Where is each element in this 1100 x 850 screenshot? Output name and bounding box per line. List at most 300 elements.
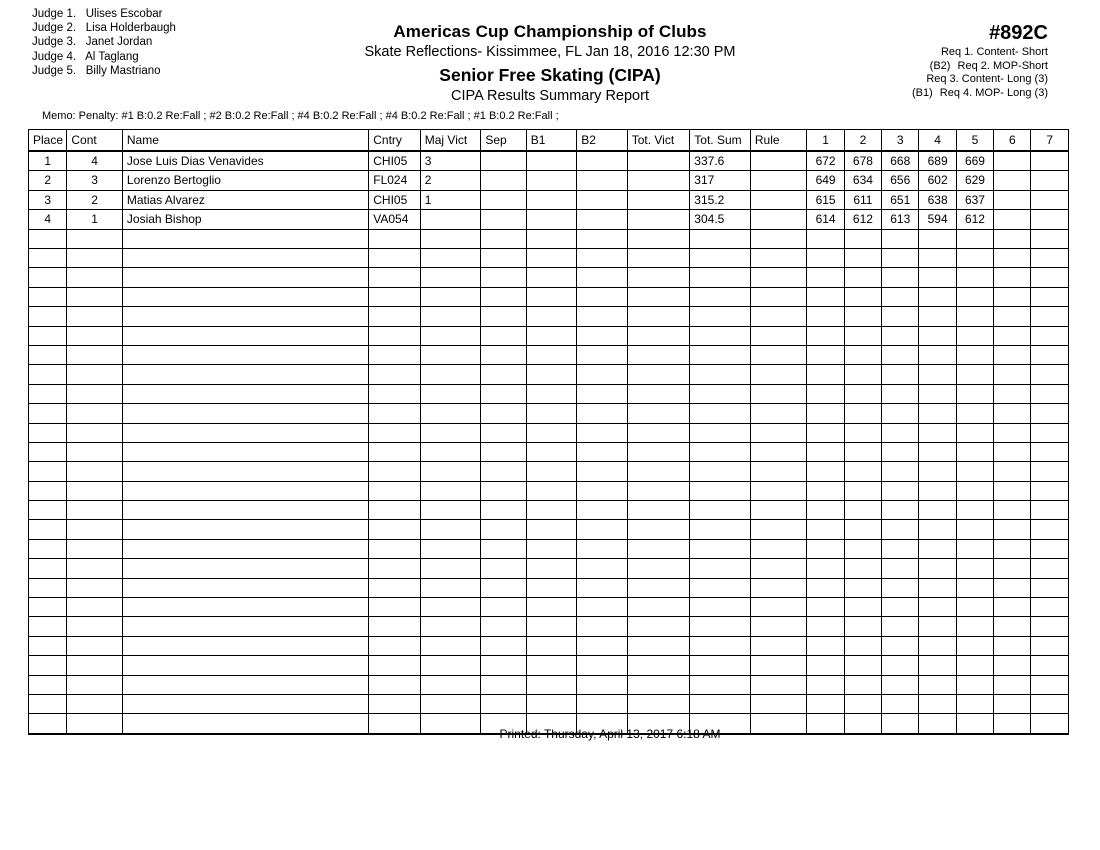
cell-judge-2 xyxy=(844,481,881,500)
cell-judge-6 xyxy=(994,190,1031,209)
table-row-empty xyxy=(29,229,1069,248)
cell-judge-7 xyxy=(1031,481,1069,500)
cell-tot-sum: 304.5 xyxy=(690,210,751,229)
cell-place xyxy=(29,442,67,461)
cell-name xyxy=(122,307,368,326)
cell-judge-2 xyxy=(844,384,881,403)
cell-b1 xyxy=(526,501,576,520)
cell-judge-1 xyxy=(807,617,844,636)
cell-judge-2 xyxy=(844,365,881,384)
cell-b2 xyxy=(577,559,627,578)
cell-b2 xyxy=(577,268,627,287)
cell-judge-2: 678 xyxy=(844,151,881,171)
table-row-empty xyxy=(29,462,1069,481)
cell-tot-sum xyxy=(690,598,751,617)
cell-place xyxy=(29,617,67,636)
cell-rule xyxy=(750,598,807,617)
cell-judge-3 xyxy=(882,384,919,403)
cell-maj-vict xyxy=(420,656,481,675)
cell-rule xyxy=(750,695,807,714)
cell-rule xyxy=(750,578,807,597)
cell-place xyxy=(29,268,67,287)
cell-judge-4 xyxy=(919,404,956,423)
cell-maj-vict: 3 xyxy=(420,151,481,171)
cell-judge-2 xyxy=(844,442,881,461)
cell-judge-7 xyxy=(1031,423,1069,442)
cell-judge-3 xyxy=(882,249,919,268)
cell-cntry xyxy=(369,404,420,423)
requirement-label: Req 4. MOP- Long (3) xyxy=(939,86,1048,99)
cell-place xyxy=(29,404,67,423)
cell-b2 xyxy=(577,229,627,248)
cell-maj-vict xyxy=(420,539,481,558)
table-row-empty xyxy=(29,287,1069,306)
cell-judge-6 xyxy=(994,365,1031,384)
table-header-row xyxy=(29,130,1069,152)
cell-judge-2 xyxy=(844,249,881,268)
cell-sep xyxy=(481,636,526,655)
cell-maj-vict xyxy=(420,636,481,655)
requirement-label: Req 1. Content- Short xyxy=(940,46,1048,58)
cell-judge-1 xyxy=(807,442,844,461)
cell-judge-5 xyxy=(956,365,993,384)
cell-judge-6 xyxy=(994,520,1031,539)
cell-judge-6 xyxy=(994,559,1031,578)
competition-title: Americas Cup Championship of Clubs xyxy=(393,22,707,41)
cell-maj-vict xyxy=(420,210,481,229)
cell-judge-4: 689 xyxy=(919,151,956,171)
cell-judge-2 xyxy=(844,307,881,326)
judge-label: Judge xyxy=(32,8,64,20)
cell-maj-vict xyxy=(420,365,481,384)
cell-name xyxy=(122,268,368,287)
cell-place: 1 xyxy=(29,151,67,171)
table-row-empty xyxy=(29,326,1069,345)
table-row xyxy=(29,190,1069,209)
cell-judge-3 xyxy=(882,287,919,306)
cell-b2 xyxy=(577,404,627,423)
cell-cntry: CHI05 xyxy=(369,151,420,171)
cell-maj-vict xyxy=(420,345,481,364)
cell-judge-2 xyxy=(844,559,881,578)
cell-b1 xyxy=(526,345,576,364)
cell-judge-5: 669 xyxy=(956,151,993,171)
cell-judge-5 xyxy=(956,404,993,423)
column-header-b1: B1 xyxy=(526,130,576,152)
cell-judge-2 xyxy=(844,423,881,442)
cell-cont xyxy=(67,365,123,384)
cell-judge-4 xyxy=(919,520,956,539)
cell-judge-7 xyxy=(1031,695,1069,714)
cell-b1 xyxy=(526,695,576,714)
cell-cntry xyxy=(369,249,420,268)
cell-judge-6 xyxy=(994,617,1031,636)
cell-tot-sum xyxy=(690,404,751,423)
cell-b2 xyxy=(577,695,627,714)
cell-maj-vict xyxy=(420,578,481,597)
cell-place xyxy=(29,249,67,268)
cell-cntry xyxy=(369,559,420,578)
cell-judge-3 xyxy=(882,520,919,539)
cell-b1 xyxy=(526,520,576,539)
cell-tot-sum xyxy=(690,307,751,326)
cell-judge-4 xyxy=(919,268,956,287)
cell-cont: 1 xyxy=(67,210,123,229)
cell-tot-vict xyxy=(627,287,690,306)
cell-judge-4 xyxy=(919,423,956,442)
cell-rule xyxy=(750,656,807,675)
judge-number: 2. xyxy=(66,22,77,35)
cell-tot-sum xyxy=(690,249,751,268)
cell-maj-vict xyxy=(420,268,481,287)
cell-name xyxy=(122,636,368,655)
cell-judge-2 xyxy=(844,578,881,597)
cell-place xyxy=(29,423,67,442)
cell-rule xyxy=(750,442,807,461)
cell-judge-5 xyxy=(956,249,993,268)
cell-cont xyxy=(67,539,123,558)
cell-name xyxy=(122,539,368,558)
cell-maj-vict: 1 xyxy=(420,190,481,209)
cell-maj-vict xyxy=(420,617,481,636)
cell-cont xyxy=(67,442,123,461)
cell-tot-sum xyxy=(690,462,751,481)
cell-tot-sum xyxy=(690,268,751,287)
cell-b1 xyxy=(526,190,576,209)
cell-maj-vict xyxy=(420,307,481,326)
cell-judge-6 xyxy=(994,287,1031,306)
cell-place xyxy=(29,656,67,675)
cell-rule xyxy=(750,326,807,345)
cell-place xyxy=(29,520,67,539)
cell-rule xyxy=(750,171,807,190)
cell-b2 xyxy=(577,423,627,442)
cell-name xyxy=(122,404,368,423)
cell-judge-2 xyxy=(844,520,881,539)
cell-place: 2 xyxy=(29,171,67,190)
cell-place xyxy=(29,307,67,326)
cell-cntry xyxy=(369,656,420,675)
cell-judge-2: 611 xyxy=(844,190,881,209)
cell-maj-vict xyxy=(420,520,481,539)
cell-place xyxy=(29,384,67,403)
cell-judge-3 xyxy=(882,675,919,694)
cell-name xyxy=(122,578,368,597)
cell-judge-3 xyxy=(882,404,919,423)
cell-b2 xyxy=(577,210,627,229)
cell-judge-7 xyxy=(1031,229,1069,248)
cell-cont xyxy=(67,598,123,617)
cell-cntry xyxy=(369,636,420,655)
cell-b1 xyxy=(526,675,576,694)
table-row-empty xyxy=(29,423,1069,442)
cell-maj-vict xyxy=(420,501,481,520)
column-header-tot-sum: Tot. Sum xyxy=(690,130,751,152)
cell-cntry xyxy=(369,520,420,539)
printed-timestamp: Printed: Thursday, April 13, 2017 6:18 AM xyxy=(499,727,721,741)
cell-judge-6 xyxy=(994,307,1031,326)
cell-name xyxy=(122,365,368,384)
cell-tot-vict xyxy=(627,656,690,675)
cell-b1 xyxy=(526,539,576,558)
cell-judge-3 xyxy=(882,229,919,248)
cell-judge-3: 668 xyxy=(882,151,919,171)
cell-cntry xyxy=(369,481,420,500)
cell-judge-4 xyxy=(919,559,956,578)
cell-judge-6 xyxy=(994,636,1031,655)
cell-judge-2 xyxy=(844,598,881,617)
cell-cont xyxy=(67,249,123,268)
cell-judge-1 xyxy=(807,384,844,403)
cell-judge-2 xyxy=(844,695,881,714)
cell-judge-5 xyxy=(956,268,993,287)
cell-cntry xyxy=(369,598,420,617)
cell-cntry xyxy=(369,462,420,481)
cell-judge-3 xyxy=(882,442,919,461)
cell-cont xyxy=(67,287,123,306)
cell-cntry: CHI05 xyxy=(369,190,420,209)
cell-place xyxy=(29,229,67,248)
cell-cont xyxy=(67,675,123,694)
judge-number: 1. xyxy=(66,8,77,20)
cell-judge-2 xyxy=(844,539,881,558)
cell-rule xyxy=(750,210,807,229)
cell-tot-sum xyxy=(690,675,751,694)
cell-judge-4 xyxy=(919,345,956,364)
cell-judge-3 xyxy=(882,345,919,364)
cell-judge-3 xyxy=(882,423,919,442)
table-row-empty xyxy=(29,268,1069,287)
cell-sep xyxy=(481,656,526,675)
cell-cont xyxy=(67,636,123,655)
column-header-cntry: Cntry xyxy=(369,130,420,152)
cell-cntry xyxy=(369,287,420,306)
cell-judge-5 xyxy=(956,520,993,539)
cell-judge-5: 629 xyxy=(956,171,993,190)
cell-b2 xyxy=(577,520,627,539)
cell-b2 xyxy=(577,171,627,190)
cell-tot-vict xyxy=(627,675,690,694)
cell-tot-sum xyxy=(690,539,751,558)
judge-label: Judge xyxy=(32,64,64,77)
table-row xyxy=(29,210,1069,229)
cell-cont xyxy=(67,307,123,326)
cell-judge-2 xyxy=(844,617,881,636)
table-row-empty xyxy=(29,384,1069,403)
cell-sep xyxy=(481,617,526,636)
cell-tot-sum xyxy=(690,501,751,520)
cell-b1 xyxy=(526,442,576,461)
column-header-rule: Rule xyxy=(750,130,807,152)
cell-judge-1 xyxy=(807,675,844,694)
cell-name xyxy=(122,326,368,345)
cell-b1 xyxy=(526,404,576,423)
cell-judge-6 xyxy=(994,249,1031,268)
cell-cont xyxy=(67,617,123,636)
cell-name xyxy=(122,384,368,403)
cell-judge-7 xyxy=(1031,345,1069,364)
cell-judge-1 xyxy=(807,481,844,500)
cell-cont xyxy=(67,695,123,714)
table-row-empty xyxy=(29,481,1069,500)
cell-b2 xyxy=(577,365,627,384)
cell-cntry xyxy=(369,307,420,326)
cell-sep xyxy=(481,559,526,578)
cell-tot-vict xyxy=(627,404,690,423)
cell-judge-7 xyxy=(1031,268,1069,287)
cell-maj-vict: 2 xyxy=(420,171,481,190)
cell-judge-2 xyxy=(844,345,881,364)
cell-rule xyxy=(750,539,807,558)
cell-judge-6 xyxy=(994,268,1031,287)
cell-tot-sum xyxy=(690,656,751,675)
cell-b2 xyxy=(577,578,627,597)
cell-b1 xyxy=(526,365,576,384)
cell-b2 xyxy=(577,442,627,461)
cell-tot-vict xyxy=(627,229,690,248)
judge-entry xyxy=(32,7,176,21)
cell-name xyxy=(122,442,368,461)
cell-tot-sum xyxy=(690,345,751,364)
cell-judge-1: 649 xyxy=(807,171,844,190)
cell-b1 xyxy=(526,462,576,481)
table-row-empty xyxy=(29,656,1069,675)
cell-cntry xyxy=(369,423,420,442)
requirement-flag: (B1) xyxy=(911,86,933,99)
cell-name xyxy=(122,229,368,248)
cell-judge-4 xyxy=(919,229,956,248)
cell-b2 xyxy=(577,462,627,481)
column-header-name: Name xyxy=(122,130,368,152)
cell-judge-1 xyxy=(807,656,844,675)
cell-b1 xyxy=(526,171,576,190)
cell-judge-3 xyxy=(882,481,919,500)
cell-name xyxy=(122,559,368,578)
cell-b1 xyxy=(526,559,576,578)
cell-judge-4 xyxy=(919,287,956,306)
cell-judge-6 xyxy=(994,598,1031,617)
cell-rule xyxy=(750,345,807,364)
cell-judge-4 xyxy=(919,656,956,675)
cell-maj-vict xyxy=(420,462,481,481)
cell-name: Jose Luis Dias Venavides xyxy=(122,151,368,171)
column-header-maj-vict: Maj Vict xyxy=(420,130,481,152)
cell-judge-4 xyxy=(919,695,956,714)
cell-judge-7 xyxy=(1031,384,1069,403)
cell-judge-1 xyxy=(807,559,844,578)
cell-tot-sum xyxy=(690,559,751,578)
column-header-cont: Cont xyxy=(67,130,123,152)
cell-tot-vict xyxy=(627,307,690,326)
cell-judge-1 xyxy=(807,539,844,558)
cell-sep xyxy=(481,151,526,171)
cell-tot-sum: 337.6 xyxy=(690,151,751,171)
cell-judge-1 xyxy=(807,501,844,520)
cell-judge-3 xyxy=(882,617,919,636)
cell-maj-vict xyxy=(420,442,481,461)
cell-judge-3 xyxy=(882,559,919,578)
judge-label: Judge xyxy=(32,50,64,63)
cell-name xyxy=(122,520,368,539)
cell-b2 xyxy=(577,345,627,364)
cell-tot-vict xyxy=(627,520,690,539)
cell-judge-1 xyxy=(807,345,844,364)
table-row-empty xyxy=(29,578,1069,597)
cell-judge-6 xyxy=(994,326,1031,345)
cell-judge-5 xyxy=(956,636,993,655)
cell-sep xyxy=(481,539,526,558)
cell-tot-vict xyxy=(627,559,690,578)
cell-b1 xyxy=(526,656,576,675)
cell-judge-3 xyxy=(882,656,919,675)
column-header-judge-1: 1 xyxy=(807,130,844,152)
cell-judge-4 xyxy=(919,636,956,655)
cell-tot-vict xyxy=(627,268,690,287)
cell-place: 3 xyxy=(29,190,67,209)
cell-cont xyxy=(67,326,123,345)
cell-judge-6 xyxy=(994,656,1031,675)
cell-sep xyxy=(481,384,526,403)
cell-tot-vict xyxy=(627,501,690,520)
cell-tot-vict xyxy=(627,384,690,403)
cell-cont xyxy=(67,462,123,481)
cell-tot-sum xyxy=(690,423,751,442)
cell-cont xyxy=(67,268,123,287)
cell-judge-3 xyxy=(882,578,919,597)
table-row-empty xyxy=(29,539,1069,558)
cell-judge-4 xyxy=(919,598,956,617)
cell-place xyxy=(29,539,67,558)
cell-cntry xyxy=(369,365,420,384)
cell-cntry xyxy=(369,617,420,636)
cell-judge-6 xyxy=(994,384,1031,403)
requirement-entry xyxy=(889,87,1048,101)
cell-judge-4: 638 xyxy=(919,190,956,209)
table-row xyxy=(29,151,1069,171)
cell-b1 xyxy=(526,249,576,268)
table-row-empty xyxy=(29,501,1069,520)
cell-judge-6 xyxy=(994,423,1031,442)
cell-cont xyxy=(67,520,123,539)
cell-place xyxy=(29,481,67,500)
cell-b2 xyxy=(577,190,627,209)
cell-judge-6 xyxy=(994,462,1031,481)
table-row-empty xyxy=(29,598,1069,617)
table-row-empty xyxy=(29,249,1069,268)
cell-place xyxy=(29,578,67,597)
cell-judge-5: 637 xyxy=(956,190,993,209)
cell-rule xyxy=(750,384,807,403)
cell-maj-vict xyxy=(420,249,481,268)
cell-judge-4 xyxy=(919,578,956,597)
table-row-empty xyxy=(29,442,1069,461)
cell-place xyxy=(29,559,67,578)
cell-sep xyxy=(481,695,526,714)
cell-judge-2: 612 xyxy=(844,210,881,229)
cell-cntry xyxy=(369,229,420,248)
column-header-b2: B2 xyxy=(577,130,627,152)
cell-judge-5 xyxy=(956,675,993,694)
cell-judge-2 xyxy=(844,268,881,287)
cell-judge-5 xyxy=(956,423,993,442)
column-header-sep: Sep xyxy=(481,130,526,152)
judge-number: 4. xyxy=(66,50,77,63)
cell-tot-vict xyxy=(627,171,690,190)
cell-b2 xyxy=(577,287,627,306)
cell-tot-sum xyxy=(690,636,751,655)
cell-judge-3 xyxy=(882,268,919,287)
cell-tot-vict xyxy=(627,345,690,364)
